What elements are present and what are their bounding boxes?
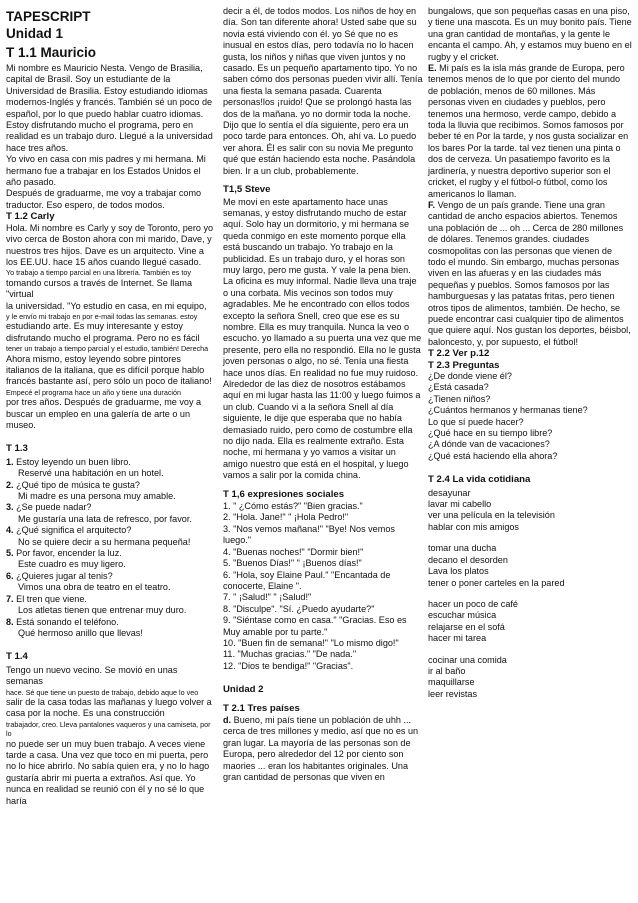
t1-1-paragraph-3: Después de graduarme, me voy a trabajar como traductor. Eso espero, de todos modos. — [6, 188, 202, 210]
list-item: 4. ¿Qué significa el arquitecto? — [6, 525, 132, 536]
spacer — [428, 589, 632, 599]
t1-2-paragraph-6: por tres años. Después de graduarme, me voy a buscar un empleo en una galería de arte o un museo. — [6, 397, 202, 430]
t1-2-line-2: tomando cursos a través de Internet. Se llama "virtual — [6, 277, 193, 300]
t1-4-small-line-2: trabajador, creo. Lleva pantalones vaqueros y una camiseta, por lo — [6, 719, 211, 739]
t1-1-paragraph-2: Yo vivo en casa con mis padres y mi hermana. Mi hermano fue a trabajar en los Estados Unidos el año pasado. — [6, 154, 206, 188]
column-1 — [6, 6, 214, 807]
t1-2-small-line-2: y le envío mi trabajo en por e-mail todas las semanas. estoy — [6, 311, 198, 321]
spacer — [428, 645, 632, 655]
list-item: ¿Cuántos hermanos y hermanas tiene? — [428, 405, 588, 416]
t2-4-group-2 — [428, 543, 632, 589]
list-item: hacer un poco de café — [428, 598, 518, 609]
paragraph-label-d: d. — [223, 714, 232, 725]
section-t1-5-heading: T1,5 Steve — [223, 184, 271, 196]
list-item: hablar con mis amigos — [428, 521, 519, 532]
list-item: 4. "Buenas noches!" "Dormir bien!" — [223, 546, 364, 557]
t1-2-paragraph-4: estudiando arte. Es muy interesante y estoy disfrutando mucho el programa. Pero no es fácil — [6, 321, 200, 343]
list-item: 12. "Dios te bendiga!" "Gracias". — [223, 660, 354, 671]
list-item: desayunar — [428, 487, 471, 498]
list-item: escuchar música — [428, 610, 497, 621]
list-item-answer: Qué hermoso anillo que llevas! — [18, 627, 143, 638]
t1-2-paragraph: Hola. Mi nombre es Carly y soy de Toronto, pero yo vivo cerca de Boston ahora con mi marido, Dave, y nuestros tres hijos. Dave es un arquitecto. Vine a los EE.UU. hace 15 años cuando llegué casado. — [6, 222, 214, 267]
section-t2-2-heading: T 2.2 Ver p.12 — [428, 348, 490, 360]
list-item: decano el desorden — [428, 554, 508, 565]
t2-4-group-1 — [428, 488, 632, 534]
list-item: Lo que sí puede hacer? — [428, 416, 524, 427]
list-item: 3. "Nos vemos mañana!" "Bye! Nos vemos luego." — [223, 523, 395, 546]
list-item: 11. "Muchas gracias." "De nada." — [223, 649, 357, 660]
list-item: lavar mi cabello — [428, 499, 492, 510]
list-item: 2. "Hola. Jane!" " ¡Hola Pedro!" — [223, 512, 349, 523]
t1-4-small-line-1: hace. Sé que tiene un puesto de trabajo, debido aque lo veo — [6, 687, 199, 697]
list-item: 5. Por favor, encender la luz. — [6, 548, 122, 559]
list-item: ver una película en la televisión — [428, 510, 555, 521]
list-item: ¿Qué hace en su tiempo libre? — [428, 428, 553, 439]
t2-4-group-4 — [428, 655, 632, 701]
unit-2-heading: Unidad 2 — [223, 684, 264, 696]
list-item: maquillarse — [428, 677, 475, 688]
list-item: 1. " ¿Cómo estás?" "Bien gracias." — [223, 501, 363, 512]
list-item: tener o poner carteles en la pared — [428, 577, 565, 588]
t1-4-continuation: decir a él, de todos modos. Los niños de hoy en día. Son tan diferente ahora! Usted sabe que su novia está viviendo con él. yo Sé que no es inusual en estos días, pero todavía no lo hacen gusta, los niños y niñas que viven juntos y no casado. Es un pequeño apartamento tipo. Yo no saben cómo dos personas pueden vivir allí. Tenía una fiesta la semana pasada. Cuarenta personas!los ¡ruido! Que se prolongó hasta las dos de la mañana. yo no dormir toda la noche. Dijo que lo sentía el día siguiente, pero era un poco tarde para entonces. Oh, ahí va. Lo puedo ver ahora. Él es salir con su novia Me pregunto qué que están haciendo esta noche. Pasándola bien. Ir a un club, probablemente. — [223, 6, 423, 176]
t1-2-paragraph-5: Ahora mismo, estoy leyendo sobre pintores italianos de la italiana, que es difícil porque hablo francés bastante así, pero sólo un poco de italiano! — [6, 353, 212, 387]
list-item: 1. Estoy leyendo un buen libro. — [6, 456, 131, 467]
section-t1-1-heading: T 1.1 Mauricio — [6, 45, 97, 60]
list-item-answer: No se quiere decir a su hermana pequeña! — [18, 536, 191, 547]
t2-1-paragraph: d. Bueno, mi país tiene un población de uhh ... cerca de tres millones y medio, así que no es un gran lugar. La mayoría de las personas son de Europa, pero alrededor del 12 por ciento son maories ... eran los habitantes originales. Una gran cantidad de personas que viven en — [223, 714, 419, 782]
t1-4-paragraph-3: no puede ser un muy buen trabajo. A veces viene tarde a casa. Una vez que toco en mi puerta, pero no lo hice abrirlo. No sabía quien era, y no lo hago gustaría abrir mi puerta a extraños. Así que. Yo nunca en realidad se reunió con él y no sé lo que haría — [6, 738, 210, 806]
t1-6-list — [223, 501, 423, 672]
column-2 — [223, 6, 423, 783]
t1-2-small-line-4: Empecé el programa hace un año y tiene una duración — [6, 387, 182, 397]
section-t1-3-heading: T 1.3 — [6, 443, 28, 455]
list-item: 8. "Disculpe". "Sí. ¿Puedo ayudarte?" — [223, 603, 375, 614]
section-t1-2-heading: T 1.2 Carly — [6, 211, 55, 223]
t1-3-list — [6, 457, 214, 640]
t1-5-paragraph: Me movi en este apartamento hace unas semanas, y estoy disfrutando mucho de estar aquí. Solo hay un dormitorio, y mi hermana se queda conmigo en este momento porque ella está buscando un trabajo. Yo trabajo en la publicidad. Es un trabajo duro, y el horas son muy largo, pero me gusta. Y vale la pena bien. La oficina es muy informal. Nadie lleva una traje o una corbata. Mis vecinos son todos muy agradables. Me he encontrado con ellos todos excepto la señora Snell, creo que ese es su nombre. Ella es muy tranquila. Nunca la veo o escucho. yo llamado a su puerta una vez que me presente, pero ella no respondió. Ella no le gusta joven personas o algo, no sé. Tenía una fiesta hace unos días. En realidad no fue muy ruidoso. Alrededor de las diez de nosotros estábamos aquí en mi lugar hasta las 11:00 y luego fuimos a un club. Cuando vi a la señora Snell al día siguiente, le dije que esperaba que no había demasiado ruido, pero como de costumbre ella no dijo nada. Ella es realmente extraño. Esta noche, mi hermana y yo vamos a visitar un amigo nuestro que está en el hospital, y luego vamos a salir por la comida china. — [223, 196, 422, 481]
list-item-answer: Me gustaría una lata de refresco, por favor. — [18, 513, 192, 524]
list-item: ¿Qué está haciendo ella ahora? — [428, 450, 558, 461]
t1-2-small-line-1: Yo trabajo a tiempo parcial en una librería. También es toy — [6, 268, 191, 278]
list-item: ¿Tienen niños? — [428, 393, 491, 404]
list-item-answer: Vimos una obra de teatro en el teatro. — [18, 582, 171, 593]
tapescript-title: TAPESCRIPT — [6, 9, 91, 24]
list-item: ir al baño — [428, 665, 466, 676]
unit-1-heading: Unidad 1 — [6, 26, 64, 41]
t1-4-paragraph-2: salir de la casa todas las mañanas y luego volver a casa por la noche. Es una construcción — [6, 696, 212, 719]
list-item: 6. ¿Quieres jugar al tenis? — [6, 570, 113, 581]
list-item: cocinar una comida — [428, 654, 507, 665]
t2-3-list — [428, 371, 632, 462]
list-item: 3. ¿Se puede nadar? — [6, 502, 92, 513]
list-item-answer: Este cuadro es muy ligero. — [18, 559, 126, 570]
list-item-answer: Mi madre es una persona muy amable. — [18, 491, 176, 502]
t1-2-small-line-3: tener un trabajo a tiempo parcial y el estudio, también! Derecha — [6, 344, 209, 354]
list-item-answer: Los atletas tienen que entrenar muy duro. — [18, 605, 187, 616]
list-item: 10. "Buen fin de semana!" "Lo mismo digo!" — [223, 637, 399, 648]
list-item: 8. Está sonando el teléfono. — [6, 616, 119, 627]
column-3 — [428, 6, 632, 700]
spacer — [428, 533, 632, 543]
list-item: hacer mi tarea — [428, 633, 487, 644]
section-t2-3-heading: T 2.3 Preguntas — [428, 359, 500, 371]
list-item: relajarse en el sofá — [428, 621, 505, 632]
list-item: 2. ¿Qué tipo de música te gusta? — [6, 479, 140, 490]
section-t1-6-heading: T 1,6 expresiones sociales — [223, 488, 345, 500]
section-t2-1-heading: T 2.1 Tres países — [223, 702, 300, 714]
list-item: leer revistas — [428, 688, 478, 699]
list-item-answer: Reservé una habitación en un hotel. — [18, 468, 164, 479]
list-item: ¿A dónde van de vacaciones? — [428, 439, 550, 450]
list-item: 7. El tren que viene. — [6, 593, 87, 604]
t1-4-line-1: Tengo un nuevo vecino. Se movió en unas semanas — [6, 664, 178, 687]
t1-2-line-3: la universidad. "Yo estudio en casa, en mi equipo, — [6, 300, 207, 311]
section-t1-4-heading: T 1.4 — [6, 651, 28, 663]
list-item: 6. "Hola, soy Elaine Paul." "Encantada de conocerte, Elaine ". — [223, 569, 391, 591]
list-item: ¿De donde viene él? — [428, 371, 512, 381]
paragraph-label-f: F. — [428, 199, 436, 210]
list-item: Lava los platos — [428, 566, 489, 577]
list-item: tomar una ducha — [428, 543, 497, 554]
t2-4-group-3 — [428, 599, 632, 645]
list-item: ¿Está casada? — [428, 382, 489, 393]
paragraph-label-e: E. — [428, 63, 437, 74]
list-item: 7. " ¡Salud!" " ¡Salud!" — [223, 592, 312, 603]
section-t2-4-heading: T 2.4 La vida cotidiana — [428, 474, 531, 486]
t1-1-paragraph: Mi nombre es Mauricio Nesta. Vengo de Brasilia, capital de Brasil. Soy un estudiante de la Universidad de Brasilia. Estoy estudiando idiomas modernos-Inglés y francés. También sé un poco de español, por lo que puedo hablar cuatro idiomas. Estoy disfrutando mucho el programa, pero en realidad es un trabajo duro. Llegué a la universidad hace tres años. — [6, 63, 213, 153]
t2-1-paragraph-e: E. Mi país es la isla más grande de Europa, pero tenemos menos de lo que por ciento del mundo de población, menos de 60 millones. Más personas viven en ciudades y pueblos, pero tenemos una hermoso, verde campo, debido a toda la lluvia que recibimos. Somos famosos por beber té en Por la tarde, y nos gusta socializar en los bares Por la tarde. tal vez tienen una pinta o dos de cerveza. Un pasatiempo favorito es la jardinería, y nuestra deportivo superior son el cricket, el rugby y el fútbol-o fútbol, como los americanos lo llaman. — [428, 63, 629, 199]
t2-1-paragraph-f: F. Vengo de un país grande. Tiene una gran cantidad de ancho espacios abiertos. Tenemos una población de ... oh ... Cerca de 280 millones de dólares. Tenemos grandes. ciudades cosmopolitas con las personas que vienen de todo el mundo. Sin embargo, muchas personas viven en las afueras y en las ciudades más pequeñas y pueblos. Somos famosos por las hamburguesas y las patatas fritas, pero tienen otros tipos de alimentos, también. De hecho, se puede encontrar casi cualquier tipo de alimentos que quiere aquí. Nos gustan los deportes, béisbol, baloncesto, y, por supuesto, el fútbol! — [428, 199, 631, 347]
list-item: 9. "Siéntase como en casa." "Gracias. Eso es Muy amable por tu parte." — [223, 615, 407, 637]
t2-1-continuation: bungalows, que son pequeñas casas en una piso, y tiene una mascota. Es un muy bonito país. Tiene una gran cantidad de montañas, y la gente le encanta el campo. Ah, y estamos muy bueno en el rugby y el cricket. — [428, 6, 632, 62]
list-item: 5. "Buenos Días!" " ¡Buenos días!" — [223, 558, 362, 569]
